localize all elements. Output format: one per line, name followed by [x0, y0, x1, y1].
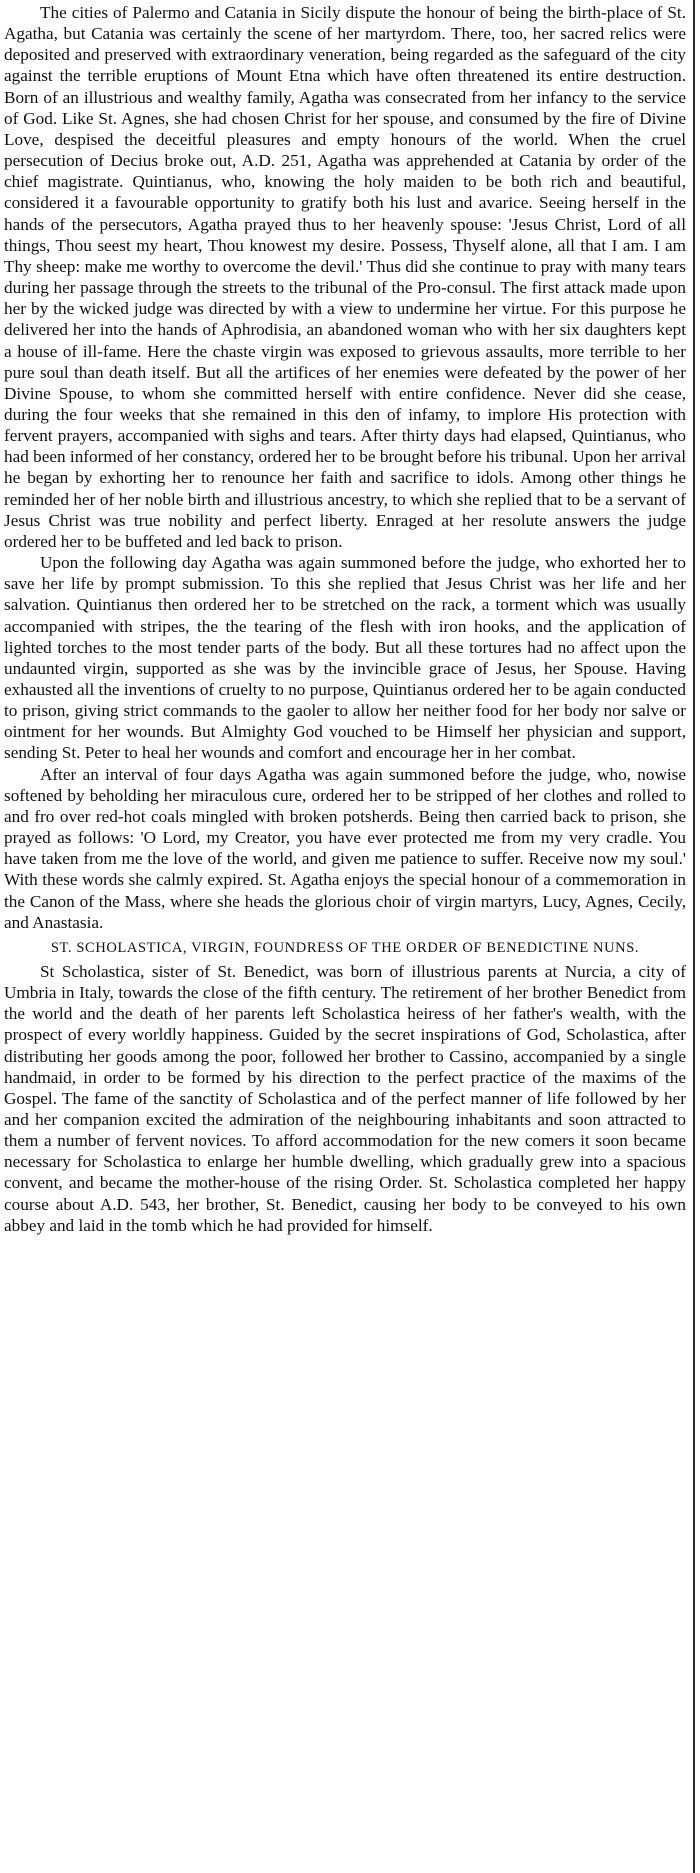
agatha-paragraph-1: The cities of Palermo and Catania in Sicily dispute the honour of being the birth-place of St. Agatha, but Catania was certainly the scene of her martyrdom. There, too, her sacred relics were deposited and preserved with extraordinary veneration, being regarded as the safeguard of the city against the terrible eruptions of Mount Etna which have often threatened its entire destruction. Born of an illustrious and wealthy family, Agatha was consecrated from her infancy to the service of God. Like St. Agnes, she had chosen Christ for her spouse, and consumed by the fire of Divine Love, despised the deceitful pleasures and empty honours of the world. When the cruel persecution of Decius broke out, A.D. 251, Agatha was apprehended at Catania by order of the chief magistrate. Quintianus, who, knowing the holy maiden to be both rich and beautiful, considered it a favourable opportunity to gratify both his lust and avarice. Seeing herself in the hands of the persecutors, Agatha prayed thus to her heavenly spouse: 'Jesus Christ, Lord of all things, Thou seest my heart, Thou knowest my desire. Possess, Thyself alone, all that I am. I am Thy sheep: make me worthy to overcome the devil.' Thus did she continue to pray with many tears during her passage through the streets to the tribunal of the Pro-consul. The first attack made upon her by the wicked judge was directed by with a view to undermine her virtue. For this purpose he delivered her into the hands of Aphrodisia, an abandoned woman who with her six daughters kept a house of ill-fame. Here the chaste virgin was exposed to grievous assaults, more terrible to her pure soul than death itself. But all the artifices of her enemies were defeated by the power of her Divine Spouse, to whom she committed herself with entire confidence. Never did she cease, during the four weeks that she remained in this den of infamy, to implore His protection with fervent prayers, accompanied with sighs and tears. After thirty days had elapsed, Quintianus, who had been informed of her constancy, ordered her to be brought before his tribunal. Upon her arrival he began by exhorting her to renounce her faith and sacrifice to idols. Among other things he reminded her of her noble birth and illustrious ancestry, to which she replied that to be a servant of Jesus Christ was true nobility and perfect liberty. Enraged at her resolute answers the judge ordered her to be buffeted and led back to prison.: [4, 3, 686, 551]
scholastica-paragraph-1: St Scholastica, sister of St. Benedict, was born of illustrious parents at Nurcia, a city of Umbria in Italy, towards the close of the fifth century. The retirement of her brother Benedict from the world and the death of her parents left Scholastica heiress of her father's wealth, with the prospect of every worldly happiness. Guided by the secret inspirations of God, Scholastica, after distributing her goods among the poor, followed her brother to Cassino, accompanied by a single handmaid, in order to be formed by his direction to the perfect practice of the maxims of the Gospel. The fame of the sanctity of Scholastica and of the perfect manner of life followed by her and her companion excited the admiration of the neighbouring inhabitants and soon attracted to them a number of fervent novices. To afford accommodation for the new comers it soon became necessary for Scholastica to enlarge her humble dwelling, which gradually grew into a spacious convent, and became the mother-house of the rising Order. St. Scholastica completed her happy course about A.D. 543, her brother, St. Benedict, causing her body to be conveyed to his own abbey and laid in the tomb which he had provided for himself.: [4, 961, 686, 1235]
newspaper-column: [4, 0, 686, 1873]
scholastica-heading: ST. SCHOLASTICA, VIRGIN, FOUNDRESS OF THE ORDER OF BENEDICTINE NUNS.: [50, 939, 640, 956]
column-rule: [693, 0, 695, 1873]
agatha-paragraph-3: After an interval of four days Agatha was again summoned before the judge, who, nowise softened by beholding her miraculous cure, ordered her to be stripped of her clothes and rolled to and fro over red-hot coals mingled with broken potsherds. Being then carried back to prison, she prayed as follows: 'O Lord, my Creator, you have ever protected me from my very cradle. You have taken from me the love of the world, and given me patience to suffer. Receive now my soul.' With these words she calmly expired. St. Agatha enjoys the special honour of a commemoration in the Canon of the Mass, where she heads the glorious choir of virgin martyrs, Lucy, Agnes, Cecily, and Anastasia.: [4, 764, 686, 932]
agatha-paragraph-2: Upon the following day Agatha was again summoned before the judge, who exhorted her to save her life by prompt submission. To this she replied that Jesus Christ was her life and her salvation. Quintianus then ordered her to be stretched on the rack, a torment which was usually accompanied with stripes, the the tearing of the flesh with iron hooks, and the application of lighted torches to the most tender parts of the body. But all these tortures had no affect upon the undaunted virgin, supported as she was by the invincible grace of Jesus, her Spouse. Having exhausted all the inventions of cruelty to no purpose, Quintianus ordered her to be again conducted to prison, giving strict commands to the gaoler to allow her neither food for her body nor salve or ointment for her wounds. But Almighty God vouched to be Himself her physician and support, sending St. Peter to heal her wounds and comfort and encourage her in her combat.: [4, 553, 686, 763]
